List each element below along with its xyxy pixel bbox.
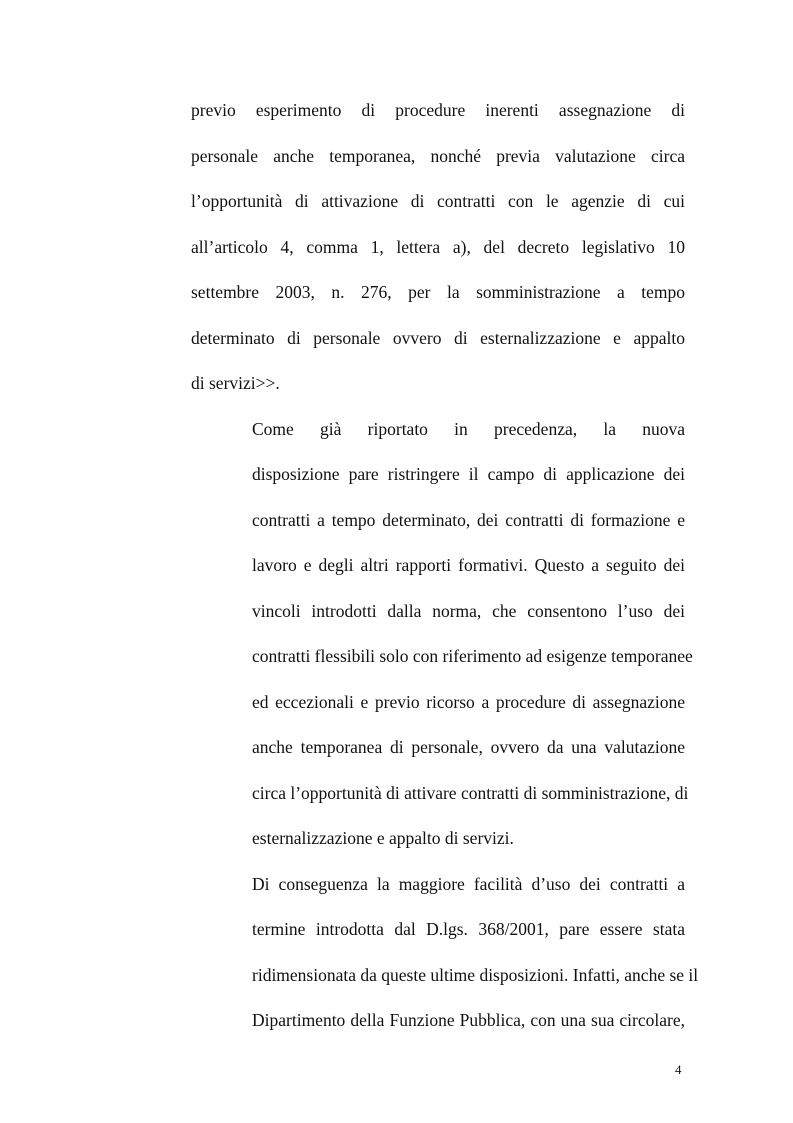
page-number: 4 bbox=[675, 1062, 682, 1077]
paragraph-1-line: previo esperimento di procedure inerenti assegnazione di bbox=[191, 100, 685, 120]
paragraph-2-line: disposizione pare ristringere il campo di applicazione dei bbox=[252, 464, 685, 484]
paragraph-2-line: contratti a tempo determinato, dei contratti di formazione e bbox=[252, 509, 685, 530]
paragraph-1-line: all’articolo 4, comma 1, lettera a), del decreto legislativo 10 bbox=[191, 236, 685, 257]
paragraph-2-line: Come già riportato in precedenza, la nuova bbox=[252, 418, 685, 439]
paragraph-2-line: vincoli introdotti dalla norma, che consentono l’uso dei bbox=[252, 600, 685, 621]
paragraph-2-line: ed eccezionali e previo ricorso a procedure di assegnazione bbox=[252, 691, 685, 712]
paragraph-2-line: circa l’opportunità di attivare contratti di somministrazione, di bbox=[252, 782, 689, 803]
paragraph-1-line: determinato di personale ovvero di esternalizzazione e appalto bbox=[191, 327, 685, 348]
paragraph-2 bbox=[191, 407, 693, 862]
paragraph-2-line: lavoro e degli altri rapporti formativi. Questo a seguito dei bbox=[252, 555, 685, 575]
paragraph-3-line: Dipartimento della Funzione Pubblica, con una sua circolare, bbox=[252, 1010, 685, 1030]
paragraph-1-line: settembre 2003, n. 276, per la somministrazione a tempo bbox=[191, 282, 685, 302]
paragraph-3-line: termine introdotta dal D.lgs. 368/2001, pare essere stata bbox=[252, 919, 685, 939]
paragraph-3 bbox=[191, 862, 699, 1044]
document-body bbox=[191, 88, 699, 1044]
paragraph-3-line: ridimensionata da queste ultime disposizioni. Infatti, anche se il bbox=[252, 964, 699, 985]
paragraph-3-line: Di conseguenza la maggiore facilità d’uso dei contratti a bbox=[252, 873, 685, 894]
paragraph-2-line: anche temporanea di personale, ovvero da una valutazione bbox=[252, 737, 685, 757]
paragraph-1-line: l’opportunità di attivazione di contratti con le agenzie di cui bbox=[191, 191, 685, 211]
paragraph-2-line: contratti flessibili solo con riferimento ad esigenze temporanee bbox=[252, 646, 693, 666]
paragraph-1-line: personale anche temporanea, nonché previa valutazione circa bbox=[191, 145, 685, 166]
paragraph-1 bbox=[191, 88, 685, 407]
paragraph-1-line: di servizi>>. bbox=[191, 373, 280, 393]
paragraph-2-line: esternalizzazione e appalto di servizi. bbox=[252, 828, 514, 848]
